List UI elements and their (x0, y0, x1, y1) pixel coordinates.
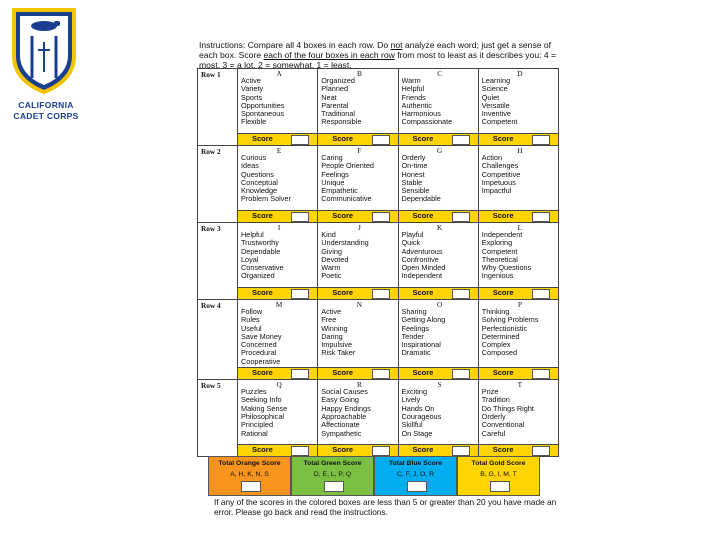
trait-word: Useful (241, 324, 262, 333)
word-box (398, 300, 478, 368)
trait-word: Flexible (241, 118, 267, 127)
score-cell (318, 134, 398, 146)
word-box (318, 69, 398, 134)
trait-word: Loyal (241, 255, 259, 264)
score-input-box[interactable] (452, 212, 470, 222)
logo-line-1: CALIFORNIA (18, 100, 74, 110)
trait-word: Happy Endings (321, 404, 371, 413)
word-box (238, 146, 318, 211)
trait-word: Poetic (321, 272, 342, 281)
trait-word: Orderly (481, 412, 506, 421)
trait-word: Skillful (401, 421, 423, 430)
box-letter: B (356, 69, 362, 78)
trait-word: Hands On (401, 404, 435, 413)
trait-word: Learning (481, 77, 511, 85)
score-label: Score (412, 211, 434, 220)
box-letter: L (517, 223, 523, 232)
score-label: Score (492, 134, 514, 143)
trait-word: Feelings (321, 170, 349, 179)
trait-word: Problem Solver (241, 195, 291, 204)
row-label: Row 3 (198, 223, 238, 300)
trait-word: Thinking (481, 308, 510, 316)
score-input-box[interactable] (372, 369, 390, 379)
trait-word: Save Money (241, 332, 282, 341)
totals-row (208, 456, 540, 496)
trait-word: Free (321, 316, 337, 325)
trait-word: Dependable (241, 247, 281, 256)
word-box (478, 69, 558, 134)
word-box (238, 69, 318, 134)
box-letter: E (276, 146, 282, 155)
california-cadet-corps-logo (10, 6, 78, 96)
box-letter: A (276, 69, 282, 78)
score-input-box[interactable] (291, 289, 309, 299)
trait-word: On Stage (401, 429, 433, 438)
box-letter: M (275, 300, 283, 309)
trait-word: Challenges (481, 162, 519, 171)
trait-word: Active (241, 77, 261, 85)
row-label: Row 1 (198, 69, 238, 146)
score-row (198, 134, 559, 146)
trait-word: Organized (321, 77, 355, 85)
score-label: Score (332, 445, 354, 455)
grid-row (198, 146, 559, 211)
trait-word: Compassionate (401, 118, 453, 127)
word-box (318, 223, 398, 288)
trait-word: Dependable (401, 195, 441, 204)
score-label: Score (252, 211, 273, 220)
box-letter: G (436, 146, 443, 155)
trait-word: Independent (481, 231, 523, 239)
trait-word: Responsible (321, 118, 362, 127)
score-cell (318, 445, 398, 457)
score-input-box[interactable] (291, 212, 309, 222)
total-score-box[interactable] (324, 481, 344, 492)
score-cell (398, 134, 478, 146)
score-input-box[interactable] (372, 289, 390, 299)
total-green (291, 456, 374, 496)
score-cell (398, 211, 478, 223)
score-input-box[interactable] (532, 135, 550, 145)
score-row (198, 368, 559, 380)
score-cell (238, 134, 318, 146)
trait-word: Feelings (401, 324, 430, 333)
score-input-box[interactable] (452, 289, 470, 299)
trait-word: Rational (241, 429, 268, 438)
trait-word: Caring (321, 154, 343, 162)
trait-word: Playful (401, 231, 424, 239)
score-label: Score (412, 368, 434, 378)
trait-word: Traditional (321, 110, 356, 119)
box-letter: S (437, 380, 442, 390)
trait-word: Opportunities (241, 101, 285, 110)
word-box (398, 223, 478, 288)
trait-word: Variety (241, 85, 264, 94)
total-keys: B, G, I, M, T (480, 471, 517, 478)
trait-word: Questions (241, 170, 274, 179)
score-input-box[interactable] (372, 446, 390, 456)
trait-word: Cooperative (241, 357, 281, 366)
trait-word: Exploring (481, 239, 513, 248)
score-cell (478, 445, 558, 457)
score-input-box[interactable] (372, 135, 390, 145)
score-label: Score (332, 288, 354, 297)
box-letter: H (517, 146, 523, 155)
score-label: Score (252, 445, 273, 455)
score-cell (238, 368, 318, 380)
trait-word: Lively (401, 396, 421, 405)
trait-word: Conventional (481, 421, 525, 430)
score-label: Score (332, 211, 354, 220)
trait-word: Unique (321, 178, 345, 187)
trait-word: Competitive (481, 170, 521, 179)
trait-word: Solving Problems (481, 316, 539, 325)
score-label: Score (332, 134, 354, 143)
trait-word: On-time (401, 162, 428, 171)
trait-word: Sympathetic (321, 429, 362, 438)
trait-word: Warm (401, 77, 421, 85)
row-label: Row 4 (198, 300, 238, 380)
score-label: Score (492, 445, 514, 455)
word-box (238, 300, 318, 368)
score-label: Score (332, 368, 354, 378)
trait-word: Do Things Right (481, 404, 534, 413)
trait-word: Quiet (481, 93, 500, 102)
score-input-box[interactable] (452, 135, 470, 145)
shield-icon (10, 6, 78, 96)
trait-word: Sensible (401, 187, 430, 196)
total-score-box[interactable] (241, 481, 261, 492)
score-input-box[interactable] (532, 446, 550, 456)
trait-word: Perfectionistic (481, 324, 528, 333)
instructions: Instructions: Compare all 4 boxes in each row. Do not analyze each word; just get a sense of each box. Score each of the four boxes in each row from most to least as it describes you: 4 = most, 3 = a lot, 2 = somewhat, 1 = least. (199, 40, 557, 70)
trait-word: Ideas (241, 162, 259, 171)
score-label: Score (412, 288, 434, 297)
trait-word: Giving (321, 247, 342, 256)
trait-word: Understanding (321, 239, 369, 248)
score-cell (478, 368, 558, 380)
box-letter: Q (276, 380, 282, 390)
trait-word: Winning (321, 324, 348, 333)
score-label: Score (412, 445, 434, 455)
trait-word: Procedural (241, 349, 277, 358)
score-input-box[interactable] (291, 446, 309, 456)
score-cell (318, 368, 398, 380)
grid-row (198, 300, 559, 368)
trait-word: Honest (401, 170, 425, 179)
footer-note: If any of the scores in the colored boxes are less than 5 or greater than 20 you have made an error. Please go back and read the instructions. (214, 497, 557, 517)
trait-word: Exciting (401, 388, 428, 397)
score-label: Score (252, 368, 273, 378)
trait-word: Knowledge (241, 187, 278, 196)
score-cell (478, 211, 558, 223)
box-letter: J (357, 223, 361, 232)
trait-word: Rules (241, 316, 260, 325)
score-cell (398, 288, 478, 300)
grid-row (198, 380, 559, 445)
row-label: Row 5 (198, 380, 238, 457)
total-orange (208, 456, 291, 496)
trait-word: Kind (321, 231, 336, 239)
word-box (478, 380, 558, 445)
trait-word: Composed (481, 349, 518, 358)
score-input-box[interactable] (452, 446, 470, 456)
total-keys: C, F, J, O, R (396, 471, 434, 478)
trait-word: Easy Going (321, 396, 359, 405)
score-row (198, 445, 559, 457)
score-label: Score (412, 134, 434, 143)
trait-word: Inspirational (401, 341, 441, 350)
score-label: Score (252, 134, 273, 143)
trait-word: Impactful (481, 187, 512, 196)
grid-row (198, 223, 559, 288)
word-box (318, 300, 398, 368)
trait-word: Social Causes (321, 388, 368, 397)
trait-word: Sharing (401, 308, 427, 316)
word-box (398, 146, 478, 211)
trait-word: Action (481, 154, 503, 162)
box-letter: D (517, 69, 523, 78)
logo-caption (6, 100, 86, 122)
trait-word: Helpful (241, 231, 264, 239)
trait-word: Impulsive (321, 341, 353, 350)
score-input-box[interactable] (532, 369, 550, 379)
total-blue (374, 456, 457, 496)
score-cell (318, 288, 398, 300)
trait-word: Competent (481, 118, 518, 127)
trait-word: Versatile (481, 101, 510, 110)
trait-word: Adventurous (401, 247, 443, 256)
word-box (478, 146, 558, 211)
grid-row (198, 69, 559, 134)
score-label: Score (492, 211, 514, 220)
trait-word: Competent (481, 247, 518, 256)
trait-word: Theoretical (481, 255, 518, 264)
trait-word: Neat (321, 93, 337, 102)
word-box (238, 223, 318, 288)
word-box (238, 380, 318, 445)
score-input-box[interactable] (291, 369, 309, 379)
trait-word: Spontaneous (241, 110, 285, 119)
trait-word: Friends (401, 93, 426, 102)
score-cell (238, 211, 318, 223)
trait-word: Authentic (401, 101, 432, 110)
score-cell (398, 368, 478, 380)
trait-word: Warm (321, 264, 341, 273)
box-letter: K (436, 223, 443, 232)
trait-word: Conceptual (241, 178, 278, 187)
total-score-box[interactable] (407, 481, 427, 492)
trait-word: Impetuous (481, 178, 516, 187)
trait-word: Confrontive (401, 255, 439, 264)
trait-word: Philosophical (241, 412, 284, 421)
total-gold (457, 456, 540, 496)
score-row (198, 288, 559, 300)
trait-word: Curious (241, 154, 267, 162)
score-label: Score (252, 288, 273, 297)
total-label: Total Blue Score (388, 460, 443, 467)
trait-word: Seeking Info (241, 396, 282, 405)
trait-word: Affectionate (321, 421, 360, 430)
total-keys: A, H, K, N, S (230, 471, 269, 478)
total-score-box[interactable] (490, 481, 510, 492)
trait-word: Planned (321, 85, 349, 94)
score-cell (238, 288, 318, 300)
logo-line-2: CADET CORPS (13, 111, 79, 121)
scoring-grid (197, 68, 559, 457)
trait-word: Getting Along (401, 316, 446, 325)
box-letter: I (277, 223, 281, 232)
score-cell (238, 445, 318, 457)
box-letter: N (356, 300, 363, 309)
trait-word: Harmonious (401, 110, 441, 119)
trait-word: Inventive (481, 110, 511, 119)
score-cell (478, 288, 558, 300)
trait-word: Independent (401, 272, 443, 281)
trait-word: Orderly (401, 154, 426, 162)
box-letter: P (517, 300, 522, 309)
trait-word: Open Minded (401, 264, 446, 273)
trait-word: People Oriented (321, 162, 374, 171)
trait-word: Concerned (241, 341, 277, 350)
trait-word: Making Sense (241, 404, 288, 413)
total-keys: D, E, L, P, Q (313, 471, 352, 478)
trait-word: Parental (321, 101, 349, 110)
trait-word: Stable (401, 178, 423, 187)
trait-word: Helpful (401, 85, 425, 94)
trait-word: Why Questions (481, 264, 532, 273)
word-box (398, 380, 478, 445)
trait-word: Follow (241, 308, 263, 316)
score-label: Score (492, 288, 514, 297)
word-box (318, 146, 398, 211)
score-cell (318, 211, 398, 223)
trait-word: Tender (401, 332, 424, 341)
trait-word: Principled (241, 421, 274, 430)
trait-word: Complex (481, 341, 511, 350)
trait-word: Trustworthy (241, 239, 279, 248)
trait-word: Devoted (321, 255, 349, 264)
word-box (398, 69, 478, 134)
trait-word: Conservative (241, 264, 284, 273)
trait-word: Science (481, 85, 508, 94)
score-cell (398, 445, 478, 457)
trait-word: Puzzles (241, 388, 267, 397)
trait-word: Careful (481, 429, 506, 438)
trait-word: Courageous (401, 412, 442, 421)
score-input-box[interactable] (291, 135, 309, 145)
trait-word: Quick (401, 239, 421, 248)
trait-word: Approachable (321, 412, 367, 421)
box-letter: O (436, 300, 443, 309)
word-box (318, 380, 398, 445)
trait-word: Organized (241, 272, 275, 281)
score-input-box[interactable] (452, 369, 470, 379)
box-letter: R (356, 380, 362, 390)
score-cell (478, 134, 558, 146)
trait-word: Ingenious (481, 272, 514, 281)
box-letter: T (517, 380, 523, 390)
score-input-box[interactable] (532, 212, 550, 222)
trait-word: Tradition (481, 396, 510, 405)
trait-word: Sports (241, 93, 263, 102)
trait-word: Communicative (321, 195, 372, 204)
total-label: Total Gold Score (471, 460, 526, 467)
word-box (478, 300, 558, 368)
box-letter: C (437, 69, 443, 78)
trait-word: Active (321, 308, 342, 316)
row-label: Row 2 (198, 146, 238, 223)
score-input-box[interactable] (372, 212, 390, 222)
trait-word: Prize (481, 388, 499, 397)
box-letter: F (357, 146, 362, 155)
total-label: Total Green Score (303, 460, 362, 467)
trait-word: Empathetic (321, 187, 358, 196)
word-box (478, 223, 558, 288)
trait-word: Daring (321, 332, 343, 341)
score-label: Score (492, 368, 514, 378)
trait-word: Risk Taker (321, 349, 356, 358)
score-row (198, 211, 559, 223)
score-input-box[interactable] (532, 289, 550, 299)
trait-word: Determined (481, 332, 520, 341)
trait-word: Dramatic (401, 349, 431, 358)
total-label: Total Orange Score (218, 460, 281, 467)
